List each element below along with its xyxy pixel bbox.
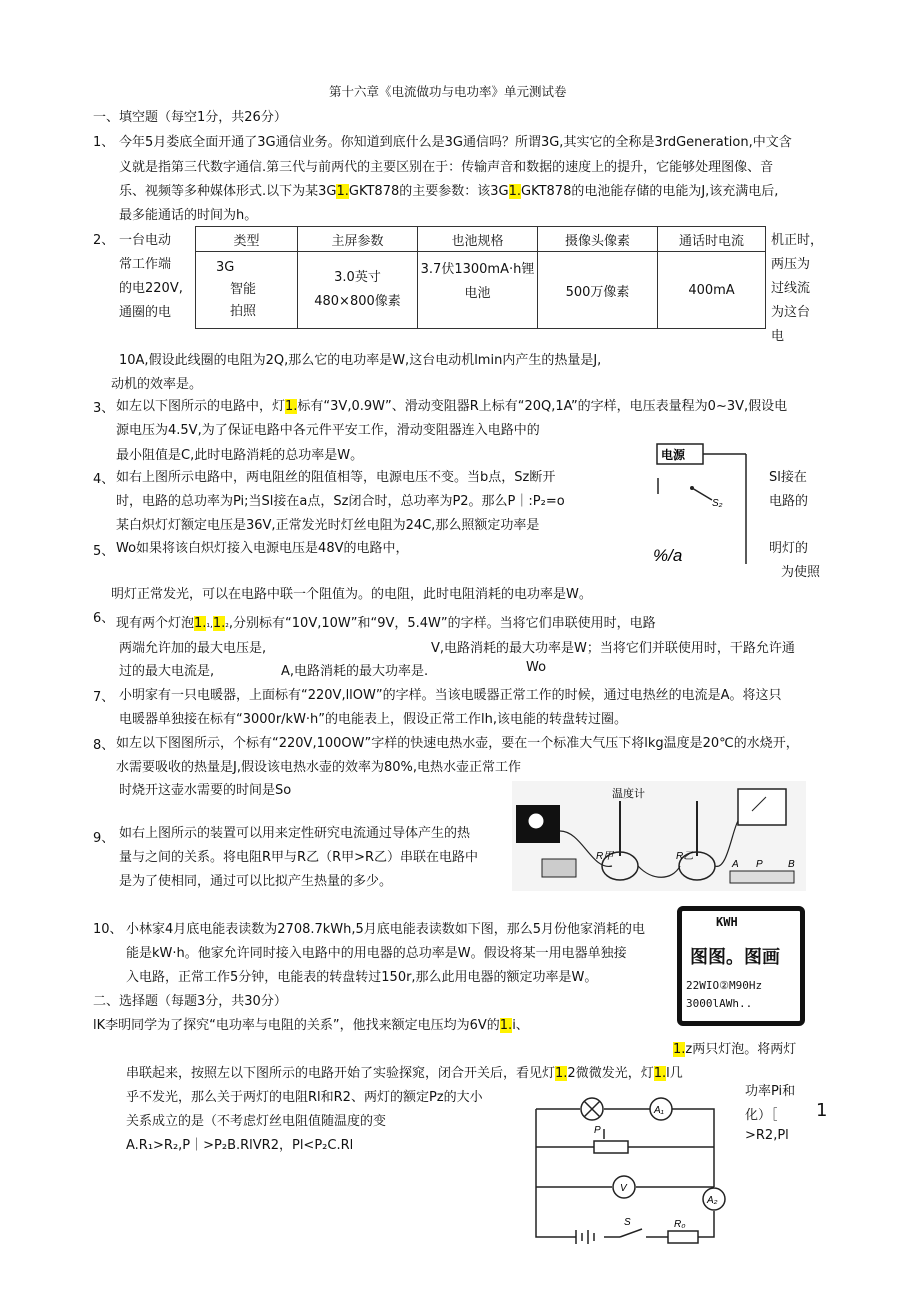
meter-spec-2: 3000lAWh.. (686, 997, 753, 1010)
q1-line-4: 最多能通话的时间为h。 (119, 208, 258, 223)
q3-line-1-text-b: 标有“3V,0.9W”、滑动变阻器R上标有“20Q,1A”的字样，电压表量程为0~3V,假设电 (297, 399, 788, 414)
spec-type-line-1: 3G (216, 260, 235, 275)
q9-line-3: 是为了使相同，通过可以比拟产生热量的多少。 (119, 874, 393, 889)
q6-subscript-2: ₂ (225, 620, 229, 630)
q4-line-3: 某白炽灯灯额定电压是36V,正常发光时灯丝电阻为24C,那么照额定功率是 (116, 518, 540, 533)
q5-right-1: 明灯的 (769, 541, 809, 556)
power-supply-dial (528, 813, 544, 829)
spec-header-current: 通话时电流 (658, 227, 766, 252)
q2-number: 2、 (93, 233, 115, 248)
q11-line-5-right: >R2,Pl (745, 1128, 789, 1143)
q7-line-1: 小明家有一只电暖器，上面标有“220V,llOW”的字样。当该电暖器正常工作的时候，通过电热丝的电流是A。将这只 (119, 688, 782, 703)
spec-screen-line-1: 3.0英寸 (334, 270, 381, 285)
q2-line-5: 10A,假设此线圈的电阻为2Q,那么它的电功率是W,这台电动机lmin内产生的热量是J, (119, 353, 602, 368)
spec-battery-line-2: 电池 (464, 286, 491, 301)
phone-spec-table (195, 226, 766, 329)
meter-unit-label: KWH (716, 915, 738, 929)
q3-line-3: 最小阻值是C,此时电路消耗的总功率是W。 (116, 448, 364, 463)
spec-header-camera: 摄像头像素 (538, 227, 658, 252)
q6-line-1 (116, 612, 656, 631)
switch-s-blade (620, 1229, 642, 1237)
circuit-1-mark: %/a (653, 546, 683, 565)
q6-line-2b: V,电路消耗的最大功率是W；当将它们并联使用时，干路允许通 (431, 641, 795, 656)
knife-switch (542, 859, 576, 877)
spec-cell-screen (298, 252, 418, 329)
circuit-diagram-1 (652, 438, 756, 568)
q11-right-1 (673, 1038, 796, 1057)
switch-s2-blade (692, 488, 712, 500)
q5-line-1: Wo如果将该白炽灯接入电源电压是48V的电路中， (116, 541, 409, 556)
q5-right-2: 为使照 (781, 565, 821, 580)
q6-highlight-1: 1. (194, 616, 207, 631)
switch-s2-pivot (690, 486, 694, 490)
q11-line-3: 乎不发光，那么关于两灯的电阻Rl和R2、两灯的额定Pz的大小 (126, 1090, 483, 1105)
q5-number: 5、 (93, 544, 115, 559)
q1-line-3-text-c: GKT878的电池能存储的电能为J,该充满电后, (521, 184, 779, 199)
q11-line-5: A.R₁>R₂,P｜>P₂B.RlVR2，Pl<P₂C.Rl (126, 1138, 354, 1153)
spec-cell-battery (418, 252, 538, 329)
q9-line-2: 量与之间的关系。将电阻R甲与R乙（R甲>R乙）串联在电路中 (119, 850, 479, 865)
resistor-r1-label: R甲 (596, 851, 614, 862)
q11-line-2-text-b: 2微微发光，灯 (567, 1066, 654, 1081)
q2-line-6: 动机的效率是。 (111, 377, 203, 392)
q2-left-3: 的电220V, (119, 281, 183, 296)
q3-highlight: 1. (285, 399, 298, 414)
q6-line-3c: Wo (526, 660, 547, 675)
q11-highlight-2: 1. (673, 1042, 686, 1057)
rheostat-b-label: B (788, 859, 795, 870)
battery-symbol (576, 1230, 594, 1244)
q11-highlight-3: 1. (555, 1066, 568, 1081)
q1-line-2: 义就是指第三代数字通信.第三代与前两代的主要区别在于：传输声音和数据的速度上的提升，它能够处理图像、音 (119, 160, 774, 175)
q6-subscript-1: ₁, (206, 620, 213, 630)
spec-screen-line-2: 480×800像素 (314, 294, 401, 309)
q3-line-1 (116, 395, 787, 414)
q3-line-2: 源电压为4.5V,为了保证电路中各元件平安工作，滑动变阻器连入电路中的 (116, 423, 540, 438)
q4-line-1: 如右上图所示电路中，两电阻丝的阻值相等，电源电压不变。当b点，Sz断开 (116, 470, 556, 485)
q11-line-2-text: 串联起来，按照左以下图所示的电路开始了实验探窕，闭合开关后，看见灯 (126, 1066, 556, 1081)
spec-type-line-2: 智能 (230, 282, 257, 297)
q8-number: 8、 (93, 738, 115, 753)
q4-line-2-right: 电路的 (769, 494, 809, 509)
spec-cell-type (196, 252, 298, 329)
q9-number: 9、 (93, 831, 115, 846)
q2-right-2: 两压为 (771, 257, 811, 272)
q2-left-1: 一台电动 (119, 233, 172, 248)
spec-cell-camera: 500万像素 (538, 252, 658, 329)
q11-highlight-1: 1. (499, 1018, 513, 1033)
spec-cell-current: 400mA (658, 252, 766, 329)
spec-header-screen: 主屏参数 (298, 227, 418, 252)
ammeter (738, 789, 786, 825)
circuit-diagram-2 (528, 1087, 734, 1255)
q4-number: 4、 (93, 472, 115, 487)
q10-line-2: 能是kW·h。他家允许同时接入电路中的用电器的总功率是W。假设将某一用电器单独接 (126, 946, 627, 961)
q8-line-2: 水需要吸收的热量是J,假设该电热水壶的效率为80%,电热水壶正常工作 (116, 760, 521, 775)
q10-number: 10、 (93, 922, 123, 937)
q11-line-2 (126, 1062, 683, 1081)
section-heading-fill-blank: 一、填空题（每空1分，共26分） (93, 110, 287, 125)
resistor-r2-label: R乙 (676, 851, 694, 862)
spec-header-battery: 也池规格 (418, 227, 538, 252)
rheostat-p-label: P (756, 859, 763, 870)
q7-number: 7、 (93, 690, 115, 705)
meter-digits: 图图。图画 (690, 947, 780, 968)
ammeter-a2-label: A₂ (707, 1195, 718, 1206)
q1-line-3-text: 乐、视频等多种媒体形式.以下为某3G (119, 184, 337, 199)
q11-line-4: 关系成立的是（不考虑灯丝电阻值随温度的变 (126, 1114, 387, 1129)
q2-left-2: 常工作端 (119, 257, 172, 272)
q1-number: 1、 (93, 135, 115, 150)
rheostat-p-label: P (594, 1125, 601, 1136)
ammeter-a1-label: A₁ (654, 1105, 664, 1116)
q8-line-1: 如左以下图图所示，个标有“220V,100OW”字样的快速电热水壶，要在一个标准大气压下将lkg温度是20℃的水烧开， (116, 736, 799, 751)
resistor-r0 (668, 1231, 698, 1243)
section-heading-choice: 二、选择题（每题3分，共30分） (93, 994, 287, 1009)
q10-line-3: 入电路，正常工作5分钟，电能表的转盘转过150r,那么此用电器的额定功率是W。 (126, 970, 598, 985)
q7-line-2: 电暖器单独接在标有“3000r/kW·h”的电能表上，假设正常工作lh,该电能的转盘转过圈。 (119, 712, 628, 727)
q6-highlight-2: 1. (212, 616, 226, 631)
q11-right-1-text: z两只灯泡。将两灯 (685, 1042, 797, 1057)
switch-s-label: S (624, 1217, 631, 1228)
q1-highlight-2: 1. (508, 184, 521, 199)
q1-line-3 (119, 180, 778, 199)
q6-line-1-text-b: ,分别标有“10V,10W”和“9V，5.4W”的字样。当将它们串联使用时，电路 (228, 616, 656, 631)
q5-line-2: 明灯正常发光，可以在电路中联一个阻值为。的电阻，此时电阻消耗的电功率是W。 (111, 587, 592, 602)
switch-s2-label: S₂ (712, 498, 723, 509)
q11-line-3-right: 功率Pi和 (745, 1084, 796, 1099)
q6-line-3b: A,电路消耗的最大功率是. (281, 664, 429, 679)
page-title: 第十六章《电流做功与电功率》单元测试卷 (329, 84, 567, 99)
spec-battery-line-1: 3.7伏1300mA·h锂 (420, 262, 535, 277)
q1-line-1: 今年5月娄底全面开通了3G通信业务。你知道到底什么是3G通信吗？所谓3G,其实它的全称是3rdGeneration,中文含 (119, 135, 792, 150)
q3-line-1-text: 如左以下图所示的电路中，灯 (116, 399, 286, 414)
q10-line-1: 小林家4月底电能表读数为2708.7kWh,5月底电能表读数如下图，那么5月份他家消耗的电 (126, 922, 646, 937)
heating-apparatus-diagram (512, 771, 806, 891)
q2-right-4: 为这台 (771, 305, 811, 320)
rheostat (730, 871, 794, 883)
q11-line-2-text-c: l几 (666, 1066, 683, 1081)
q8-line-3: 时烧开这壶水需要的时间是So (119, 783, 292, 798)
meter-spec-1: 22WIO②M90Hz (686, 979, 763, 992)
spec-type-line-3: 拍照 (230, 304, 257, 319)
voltmeter-label: V (620, 1183, 627, 1194)
q11-line-1 (93, 1014, 529, 1033)
q11-line-4-right: 化）［ (745, 1108, 778, 1123)
q4-line-2: 时，电路的总功率为Pi;当Sl接在a点，Sz闭合时，总功率为P2。那么P｜:P₂=o (116, 494, 565, 509)
q2-right-5: 电 (771, 329, 785, 344)
q6-line-3a: 过的最大电流是, (119, 664, 215, 679)
q6-line-2a: 两端允许加的最大电压是, (119, 641, 267, 656)
q2-right-3: 过线流 (771, 281, 811, 296)
q1-highlight: 1. (336, 184, 349, 199)
q11-line-1-text-b: i、 (512, 1018, 529, 1033)
power-source-label: 电源 (661, 448, 686, 462)
q11-line-1-text: lK李明同学为了探究“电功率与电阻的关系”，他找来额定电压均为6V的 (93, 1018, 500, 1033)
q3-number: 3、 (93, 401, 115, 416)
thermometer-label: 温度计 (612, 788, 645, 800)
energy-meter (677, 906, 805, 1026)
rheostat-a-label: A (732, 859, 739, 870)
q6-number: 6、 (93, 611, 115, 626)
q1-line-3-text-b: GKT878的主要参数：该3G (348, 184, 509, 199)
q9-line-1: 如右上图所示的装置可以用来定性研究电流通过导体产生的热 (119, 826, 471, 841)
spec-header-type: 类型 (196, 227, 298, 252)
q2-right-1: 机正时， (771, 233, 824, 248)
q2-left-4: 通圈的电 (119, 305, 172, 320)
q11-line-4-right-2: 1 (816, 1100, 828, 1121)
rheostat-symbol (594, 1141, 628, 1153)
q6-line-1-text: 现有两个灯泡 (116, 616, 195, 631)
q11-highlight-4: 1. (653, 1066, 667, 1081)
resistor-r0-label: R₀ (674, 1219, 686, 1230)
q4-line-1-right: Sl接在 (769, 470, 807, 485)
